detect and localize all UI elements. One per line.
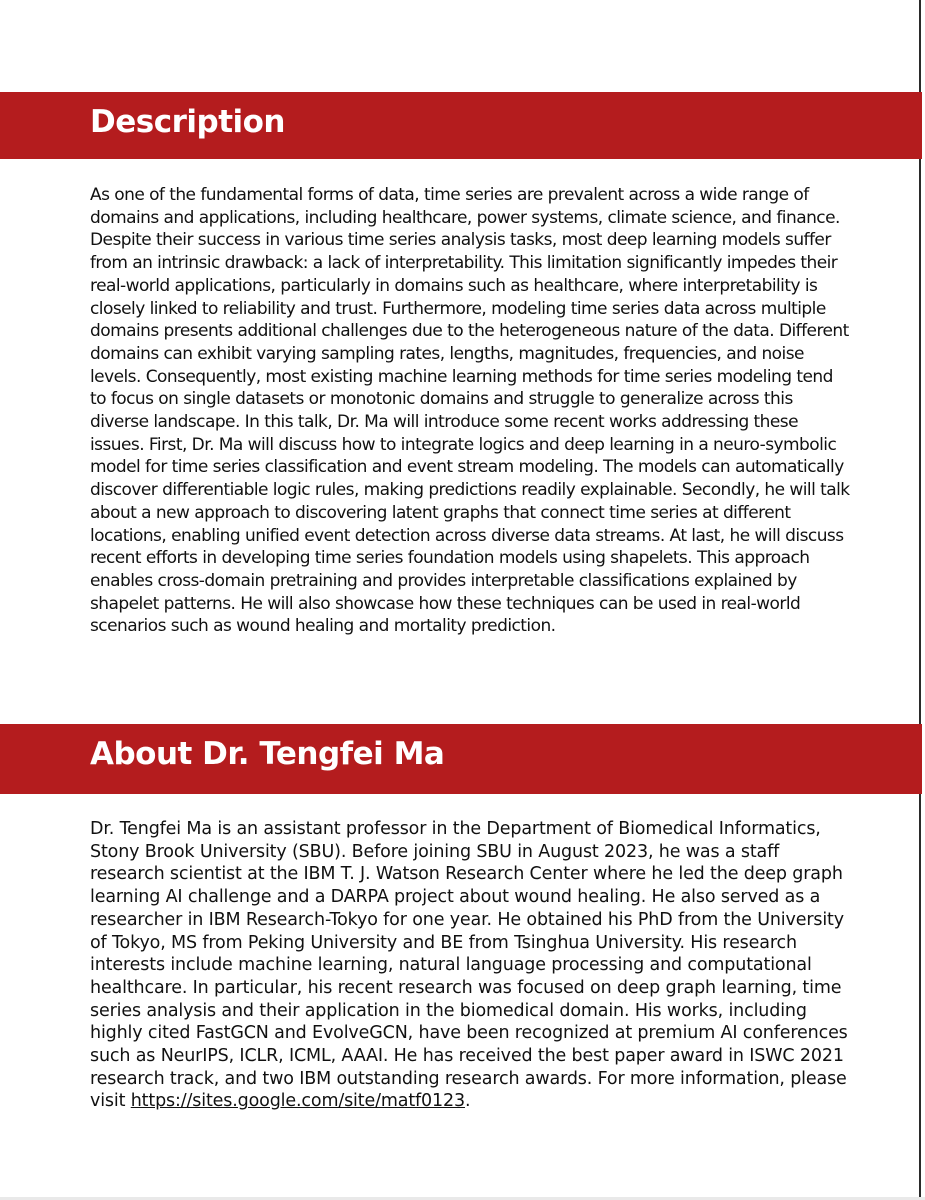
description-heading: Description — [90, 104, 286, 140]
about-heading: About Dr. Tengfei Ma — [90, 736, 445, 772]
description-banner — [0, 92, 922, 159]
page-edge-rule — [919, 0, 921, 1200]
about-bio-text: Dr. Tengfei Ma is an assistant professor in the Department of Biomedical Informatics, Stony Brook University (SBU). Before joining SBU in August 2023, he was a staff research scientist at the IBM T. J. Watson Research Center where he led the deep graph learning AI challenge and a DARPA project about wound healing. He also served as a researcher in IBM Research-Tokyo for one year. He obtained his PhD from the University of Tokyo, MS from Peking University and BE from Tsinghua University. His research interests include machine learning, natural language processing and computational healthcare. In particular, his recent research was focused on deep graph learning, time series analysis and their application in the biomedical domain. His works, including highly cited FastGCN and EvolveGCN, have been recognized at premium AI conferences such as NeurIPS, ICLR, ICML, AAAI. He has received the best paper award in ISWC 2021 research track, and two IBM outstanding research awards. For more information, please visit — [90, 819, 848, 1112]
about-trailing-period: . — [464, 1091, 471, 1112]
about-banner — [0, 724, 922, 794]
description-paragraph: As one of the fundamental forms of data, time series are prevalent across a wide range of domains and applications, including healthcare, power systems, climate science, and finance. Despite their success in various time series analysis tasks, most deep learning models suffer from an intrinsic drawback: a lack of interpretability. This limitation significantly impedes their real-world applications, particularly in domains such as healthcare, where interpretability is closely linked to reliability and trust. Furthermore, modeling time series data across multiple domains presents additional challenges due to the heterogeneous nature of the data. Different domains can exhibit varying sampling rates, lengths, magnitudes, frequencies, and noise levels. Consequently, most existing machine learning methods for time series modeling tend to focus on single datasets or monotonic domains and struggle to generalize across this diverse landscape. In this talk, Dr. Ma will introduce some recent works addressing these issues. First, Dr. Ma will discuss how to integrate logics and deep learning in a neuro-symbolic model for time series classification and event stream modeling. The models can automatically discover differentiable logic rules, making predictions readily explainable. Secondly, he will talk about a new approach to discovering latent graphs that connect time series at different locations, enabling unified event detection across diverse data streams. At last, he will discuss recent efforts in developing time series foundation models using shapelets. This approach enables cross-domain pretraining and provides interpretable classifications explained by shapelet patterns. He will also showcase how these techniques can be used in real-world scenarios such as wound healing and mortality prediction. — [90, 185, 850, 637]
about-paragraph — [90, 818, 850, 1113]
personal-website-link[interactable]: https://sites.google.com/site/matf0123 — [130, 1091, 465, 1112]
